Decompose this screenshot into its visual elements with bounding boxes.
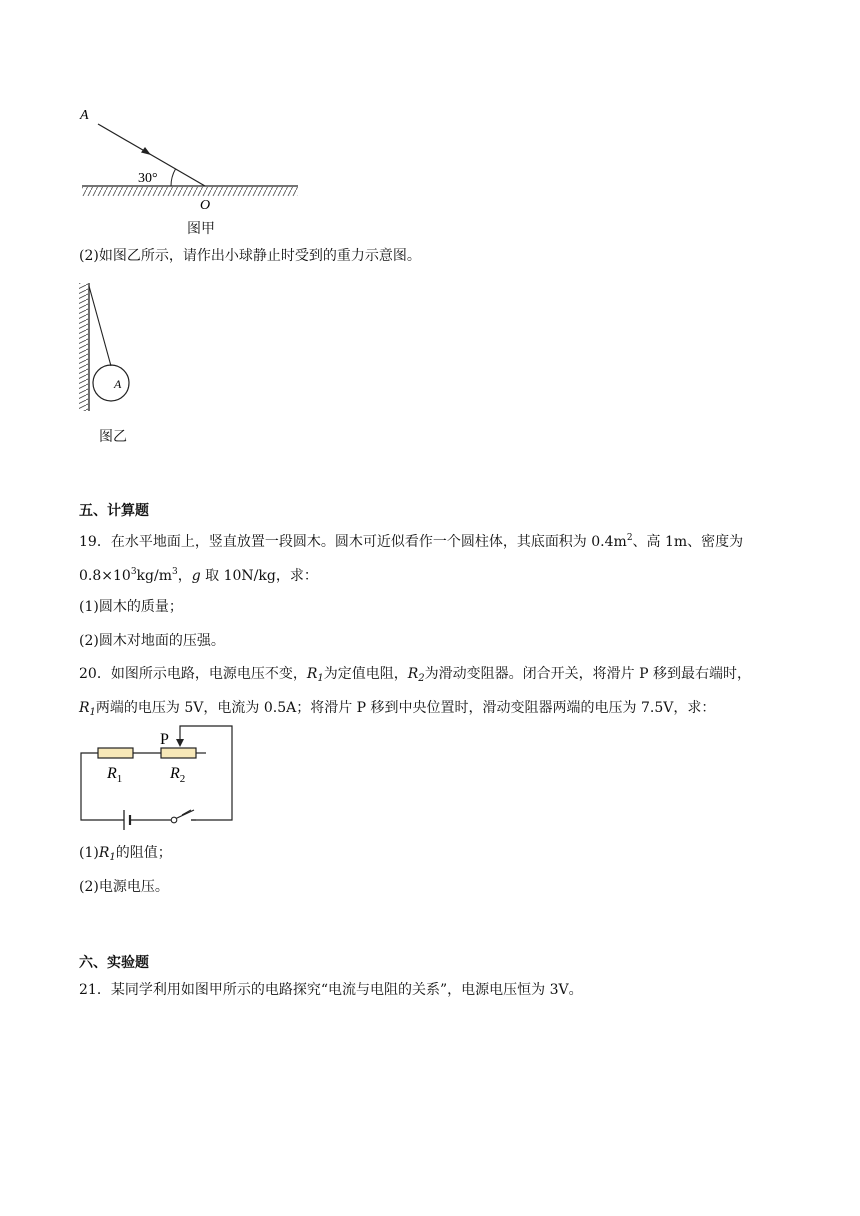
angle-label: 30° bbox=[138, 171, 158, 186]
resistor-r1 bbox=[98, 748, 133, 758]
figure-yi-caption: 图乙 bbox=[99, 429, 127, 445]
q18-part2: (2)如图乙所示，请作出小球静止时受到的重力示意图。 bbox=[79, 248, 421, 264]
ground-hatch bbox=[82, 187, 298, 196]
ball bbox=[93, 365, 129, 401]
figure-yi bbox=[76, 280, 146, 416]
q19-sub2: (2)圆木对地面的压强。 bbox=[79, 633, 225, 649]
point-o-label: O bbox=[200, 198, 211, 213]
ray-arrow bbox=[141, 147, 151, 155]
section-5-title: 五、计算题 bbox=[79, 503, 149, 519]
q20-sub1: $(1)R_1$的阻值； bbox=[79, 845, 172, 863]
q21-line1: 21．某同学利用如图甲所示的电路探究“电流与电阻的关系”，电源电压恒为 3V。 bbox=[79, 982, 583, 998]
q20-sub2: (2)电源电压。 bbox=[79, 879, 169, 895]
r2-label: $R_2$ bbox=[170, 765, 186, 785]
ball-label: A bbox=[114, 377, 122, 391]
q19-line1: 19．在水平地面上，竖直放置一段圆木。圆木可近似看作一个圆柱体，其底面积为 $0.4m^2$、高 1m、密度为 bbox=[79, 533, 744, 550]
wall-hatch bbox=[79, 283, 88, 411]
slider-p-label: P bbox=[160, 731, 169, 748]
q20-line1: 20．如图所示电路，电源电压不变，$R_1$为定值电阻，$R_2$为滑动变阻器。闭合开关，将滑片 P 移到最右端时， bbox=[79, 666, 751, 684]
r1-label: $R_1$ bbox=[107, 765, 123, 785]
point-a-label: A bbox=[80, 108, 89, 123]
string bbox=[89, 286, 111, 366]
section-6-title: 六、实验题 bbox=[79, 955, 149, 971]
circuit-diagram bbox=[76, 720, 241, 835]
resistor-r2 bbox=[161, 748, 196, 758]
slider-arrow bbox=[176, 739, 184, 747]
switch-blade bbox=[176, 810, 194, 819]
circuit-wire bbox=[81, 726, 232, 820]
figure-jia-caption: 图甲 bbox=[187, 221, 215, 237]
q19-sub1: (1)圆木的质量； bbox=[79, 599, 183, 615]
angle-arc bbox=[171, 169, 176, 186]
q19-line2: $0.8\times 10^3kg/m^3$，g 取 10N/kg，求： bbox=[79, 567, 318, 584]
q20-line2: $R_1$两端的电压为 5V，电流为 0.5A；将滑片 P 移到中央位置时，滑动变阻器两端的电压为 7.5V，求： bbox=[79, 700, 716, 718]
